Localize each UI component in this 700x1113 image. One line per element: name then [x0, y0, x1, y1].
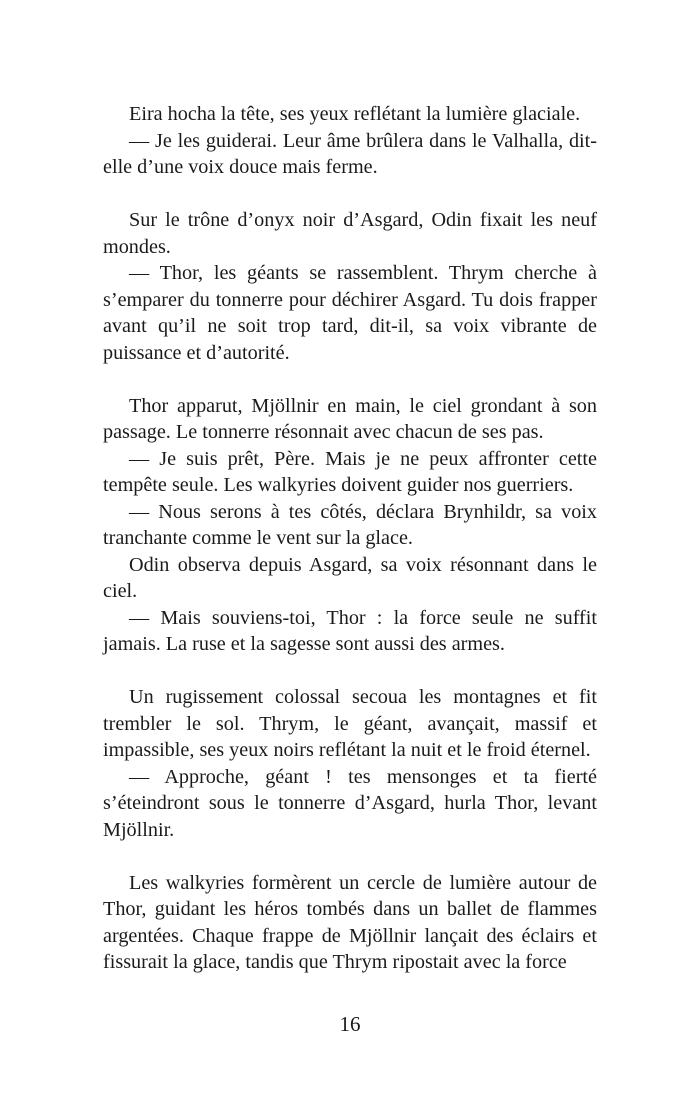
- paragraph: Thor apparut, Mjöllnir en main, le ciel grondant à son passage. Le tonnerre résonnait avec chacun de ses pas.: [103, 394, 597, 443]
- page-body: [103, 101, 597, 976]
- paragraph: Les walkyries formèrent un cercle de lumière autour de Thor, guidant les héros tombés dans un ballet de flammes argentées. Chaque frappe de Mjöllnir lançait des éclairs et fissurait la glace, tandis que Thrym ripostait avec la force: [103, 871, 597, 973]
- paragraph: — Thor, les géants se rassemblent. Thrym cherche à s’emparer du tonnerre pour déchirer Asgard. Tu dois frapper avant qu’il ne soit trop tard, dit-il, sa voix vibrante de puissance et d’autorité.: [103, 262, 597, 364]
- paragraph: — Mais souviens-toi, Thor : la force seule ne suffit jamais. La ruse et la sagesse sont aussi des armes.: [103, 606, 597, 655]
- paragraph: — Approche, géant ! tes mensonges et ta fierté s’éteindront sous le tonnerre d’Asgard, hurla Thor, levant Mjöllnir.: [103, 765, 597, 841]
- paragraph: — Je les guiderai. Leur âme brûlera dans le Valhalla, dit-elle d’une voix douce mais ferme.: [103, 129, 597, 178]
- paragraph: Odin observa depuis Asgard, sa voix résonnant dans le ciel.: [103, 553, 597, 602]
- paragraph: — Nous serons à tes côtés, déclara Brynhildr, sa voix tranchante comme le vent sur la glace.: [103, 500, 597, 549]
- page-number: 16: [339, 1012, 361, 1036]
- paragraph: Eira hocha la tête, ses yeux reflétant la lumière glaciale.: [129, 103, 581, 125]
- paragraph: Sur le trône d’onyx noir d’Asgard, Odin fixait les neuf mondes.: [103, 209, 597, 258]
- paragraph: — Je suis prêt, Père. Mais je ne peux affronter cette tempête seule. Les walkyries doivent guider nos guerriers.: [103, 447, 597, 496]
- paragraph: Un rugissement colossal secoua les montagnes et fit trembler le sol. Thrym, le géant, avançait, massif et impassible, ses yeux noirs reflétant la nuit et le froid éternel.: [103, 686, 597, 761]
